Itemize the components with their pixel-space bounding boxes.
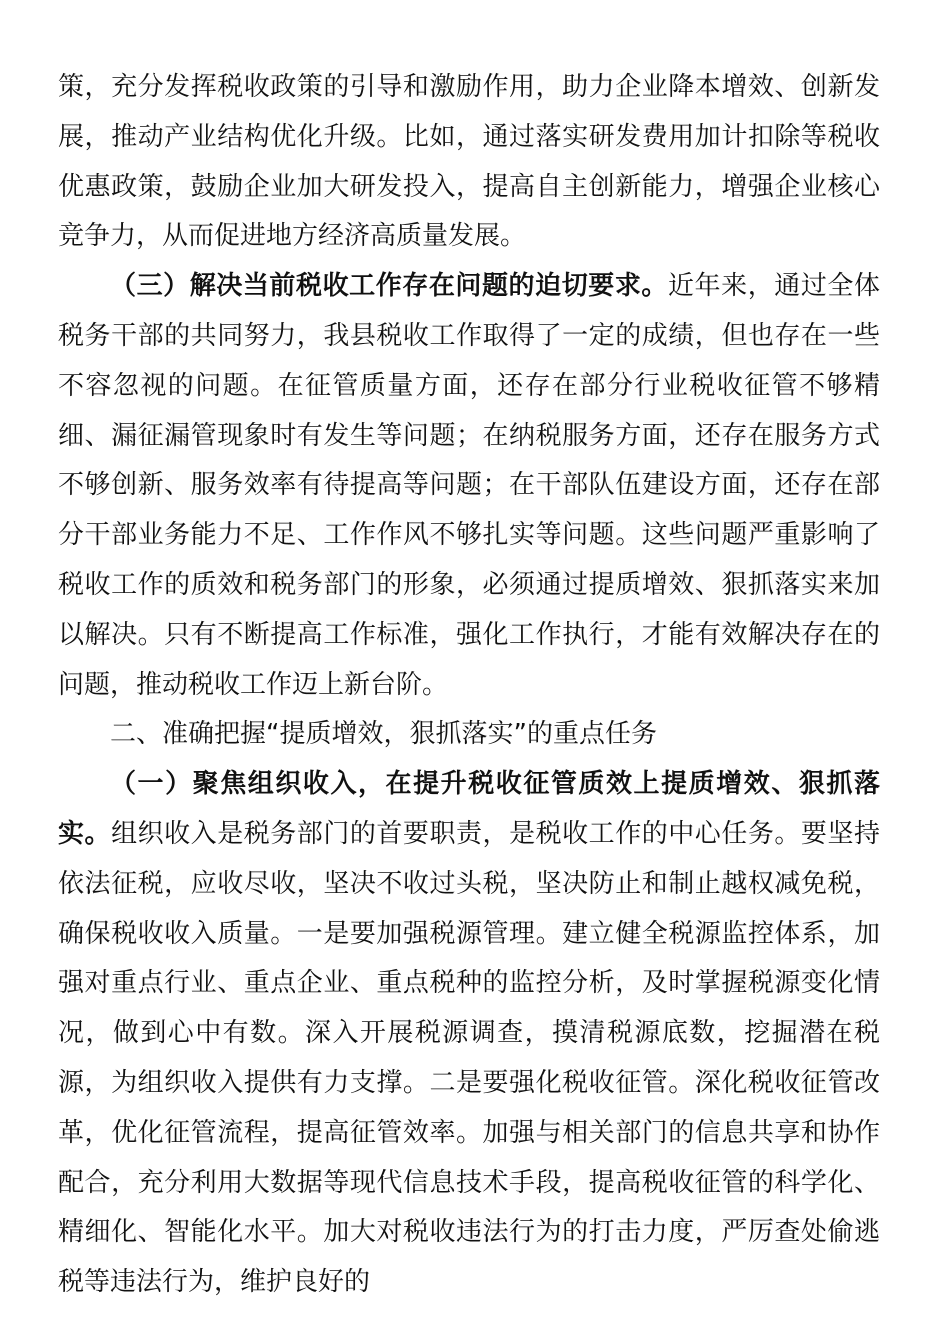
subsection-one-body: 组织收入是税务部门的首要职责，是税收工作的中心任务。要坚持依法征税，应收尽收，坚决不收过头税，坚决防止和制止越权减免税，确保税收收入质量。一是要加强税源管理。建立健全税源监控体系，加强对重点行业、重点企业、重点税种的监控分析，及时掌握税源变化情况，做到心中有数。深入开展税源调查，摸清税源底数，挖掘潜在税源，为组织收入提供有力支撑。二是要强化税收征管。深化税收征管改革，优化征管流程，提高征管效率。加强与相关部门的信息共享和协作配合，充分利用大数据等现代信息技术手段，提高税收征管的科学化、精细化、智能化水平。加大对税收违法行为的打击力度，严厉查处偷逃税等违法行为，维护良好的: [58, 818, 880, 1298]
paragraph-section-three: [58, 262, 880, 710]
section-three-body: 近年来，通过全体税务干部的共同努力，我县税收工作取得了一定的成绩，但也存在一些不容忽视的问题。在征管质量方面，还存在部分行业税收征管不够精细、漏征漏管现象时有发生等问题；在纳税服务方面，还存在服务方式不够创新、服务效率有待提高等问题；在干部队伍建设方面，还存在部分干部业务能力不足、工作作风不够扎实等问题。这些问题严重影响了税收工作的质效和税务部门的形象，必须通过提质增效、狠抓落实来加以解决。只有不断提高工作标准，强化工作执行，才能有效解决存在的问题，推动税收工作迈上新台阶。: [58, 271, 880, 700]
section-three-heading: （三）解决当前税收工作存在问题的迫切要求。: [110, 271, 668, 302]
paragraph-subsection-one: [58, 760, 880, 1308]
document-body: [58, 63, 880, 1308]
paragraph-continuation: 策，充分发挥税收政策的引导和激励作用，助力企业降本增效、创新发展，推动产业结构优化升级。比如，通过落实研发费用加计扣除等税收优惠政策，鼓励企业加大研发投入，提高自主创新能力，增强企业核心竞争力，从而促进地方经济高质量发展。: [58, 72, 880, 252]
subsection-one-heading: （一）聚焦组织收入，在提升税收征管质效上提质增效、狠抓落实。: [58, 769, 880, 849]
chapter-two-heading: 二、准确把握“提质增效，狠抓落实”的重点任务: [110, 719, 657, 750]
